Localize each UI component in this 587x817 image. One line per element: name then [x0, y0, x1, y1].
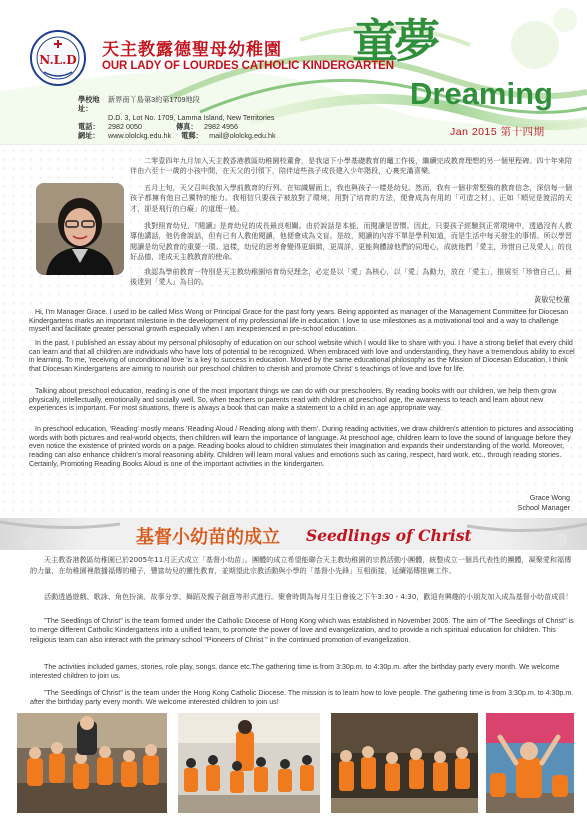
photo-illustration-1 — [17, 713, 167, 813]
school-logo — [30, 30, 86, 86]
seedlings-en-paragraph-2: The activities included games, stories, role play, songs, dance etc.The gathering time is from 3:30p.m. to 4:30p.m. after the birthday party every month. We welcome interested children to join us. — [30, 663, 560, 681]
email-link[interactable]: mail@ololckg.edu.hk — [209, 131, 276, 140]
photo-illustration-3 — [331, 713, 478, 813]
address-en: D.D. 3, Lot No. 1709, Lamma Island, New Territories — [108, 113, 275, 122]
seedlings-title-english: Seedlings of Christ — [306, 526, 472, 545]
manager-portrait-photo — [36, 183, 124, 275]
photo-children-with-teacher — [17, 713, 167, 813]
issue-label: Jan 2015 第十四期 — [450, 126, 545, 138]
website-link[interactable]: www.ololckg.edu.hk — [108, 131, 172, 140]
signature-name: Grace Wong — [529, 493, 570, 502]
seedlings-cn-paragraph-2: 活動透過遊戲、歌詠、角色扮演、故事分享、舞蹈及親子創意等形式進行。聚會時間為每月生日會後之下午3:30 - 4:30，歡迎有興趣的小朋友加入成為基督小幼苗成員！ — [44, 592, 573, 601]
contact-block — [78, 95, 276, 140]
web-email-row — [78, 131, 276, 140]
address-en-row — [78, 113, 276, 122]
masthead-title-english: Dreaming — [410, 76, 553, 111]
photo-illustration-2 — [178, 713, 320, 813]
seedlings-banner-decoration — [0, 518, 587, 550]
school-name-chinese: 天主教露德聖母幼稚園 — [102, 40, 282, 60]
seedlings-cn-paragraph-1: 天主教香港教區幼稚園已於2005年11月正式成立「基督小幼苗」。團體的成立希望能聯合天主教幼稚園的宗教活動小團體，統整成立一個具代表性的團體，凝聚愛和福傳的力量，在幼稚園裡散播福傳的種子，豐富幼兒的靈性教育，並期望此宗教活動與小學的「基督小先鋒」互相銜接，延續福傳推廣工作。 — [30, 555, 572, 576]
photo-children-dancing — [178, 713, 320, 813]
phone-value: 2982 0050 — [108, 122, 142, 131]
fax-value: 2982 4956 — [203, 122, 238, 131]
masthead-title-chinese: 童夢 — [352, 14, 436, 68]
message-cn-paragraph-3: 我對照育幼兒，『閱讀』是育幼兒的成長最良相關。由於說話是本能，而閱讀是習慣。因此，只要孩子經驗到正常環境中，透過沒有人教導他講話，他仍會說話，但有已有人教他閱讀，他便會成為文盲。是故，閱讀的內容不單是學利知道，而是生活中每天發生的事情。所以學習閱讀是幼兒教育的重要一環。這樣，幼兒的思考會變得更細緻，更周詳，更能夠體諒他們的同理心，成就他們「愛主，珍惜自己及愛人」的良好品德，達成天主教教育的使命。 — [130, 221, 572, 262]
phone-fax-row — [78, 122, 276, 131]
school-name-english: OUR LADY OF LOURDES CATHOLIC KINDERGARTEN — [102, 60, 394, 72]
message-en-paragraph-4: In preschool education, 'Reading' mostly means 'Reading Aloud / Reading along with them'. During reading activities, we draw children's attention to pictures and associating words with both pictures and real-world objects, then children will learn the importance of language. At preschool age, children learn to love the sound of language before they even notice the existence of printed words on a page. Reading books aloud to children stimulates their imagination and expands their understanding of the world. Moreover, reading can also enhance children's moral reasoning ability. Children will learn moral values and emotions such as caring, respect, hard work, etc., through reading stories. Certainly, Promoting Reading Books Aloud is one of the important activities in the kindergarten. — [29, 426, 574, 468]
message-en-paragraph-1: Hi, I'm Manager Grace. I used to be called Miss Wong or Principal Grace for the past forty years. Being appointed as manager of the Management Committee for Diocesan Kindergartens marks an important milestone in the development of my professional life in education. I love to use milestones as a motivational tool and a way to challenge myself and facilitate greater personal growth especially when I am inexperienced in pre-school education. — [29, 309, 569, 334]
logo-letters: N.L.D — [39, 53, 77, 67]
portrait-illustration — [36, 183, 124, 275]
photo-illustration-4 — [486, 713, 574, 813]
email-label: 電郵： — [181, 131, 203, 140]
photo-children-singing — [331, 713, 478, 813]
address-label: 學校地址： — [78, 95, 100, 113]
signature-english — [518, 493, 570, 512]
message-cn-paragraph-2: 五月上旬，天父召叫我加入學前教育的行列。在知識層面上，我也與孩子一樣是幼兒。然而，我有一個非常堅強的教育信念，深信每一個孩子都擁有他自己獨特的能力。我相信只要孩子被放對了環境，用對了培育的方法，便會成為有用的「可造之材」，正如「順兒是渡沼的天才，卻是飛行的白癡」的道理一般。 — [130, 183, 572, 213]
message-en-paragraph-2: In the past, I published an essay about my personal philosophy of education on our school website which I would like to share with you. I have a strong belief that every child can learn and that all children are individuals who have lots of potential to be recognized. When embraced with love and understanding, they have a tremendous ability to excel in learning. To me, 'receiving of unconditional love 'is a key to success in education. Moved by the same educational philosophy as the Mission of Diocesan Education, I think that Diocesan Kindergartens are aiming to nourish our preschool children to cherish and promote Christ' s teachings of love and love for life. — [29, 340, 575, 374]
seedlings-en-paragraph-3: "The Seedlings of Christ" is the team under the Hong Kong Catholic Diocese. The mission is to learn how to love people. The gathering time is from 3:30p.m. to 4:30p.m. after the birthday party every month. We welcome interested children to join us! — [30, 689, 574, 707]
address-cn: 新界南丫島第3約第1709地段 — [108, 95, 200, 104]
signature-title: School Manager — [517, 502, 570, 512]
photo-child-arms-raised — [486, 713, 574, 813]
web-label: 網址： — [78, 131, 100, 140]
message-cn-paragraph-4: 我認為學前教育一特別是天主教幼稚園培育幼兒理念，必定是以「愛」為核心，以「愛」為動力，放在「愛主」，推展至「珍惜自己」，最後達到「愛人」為目的。 — [130, 267, 572, 287]
message-cn-paragraph-1: 二零壹四年九月加入天主教香港教區幼稚園校董會，是我這下小學基礎教育的竈工作後，繼續完成教育理想的另一個里程碑。四十年來陪伴由六至十一歲的小孩中間，在天父的引領下，陪伴這些孩子成長建入少年階段，心裏充滿喜樂。 — [130, 156, 572, 176]
fax-label: 傳真： — [175, 122, 198, 131]
seedlings-en-paragraph-1: "The Seedlings of Christ" is the team formed under the Catholic Diocese of Hong Kong which was established in November 2005. The aim of "The Seedlings of Christ" is to merge different Catholic Kindergartens into a unified team, to promote the power of love and evangelization, and to provide a rich spiritual education for children. This religious team can also interact with the primary school "Pioneers of Christ " in the continued promotion of evangelization. — [30, 617, 574, 644]
message-en-paragraph-3: Talking about preschool education, reading is one of the most important things we can do with our preschoolers. By reading books with our children, we help them grow physically, intellectually, emotionally and socially well. So, when teachers or parents read with children at preschool age, the awareness to teach and learn about new experiences is important. For most situations, there is always a book that can make a statement to a child in an age appropriate way. — [29, 388, 557, 413]
masthead-header — [0, 0, 587, 145]
signature-chinese: 黃敏兒校董 — [534, 295, 570, 304]
phone-label: 電話： — [78, 122, 100, 131]
seedlings-title-chinese: 基督小幼苗的成立 — [136, 527, 280, 548]
address-row — [78, 95, 276, 113]
